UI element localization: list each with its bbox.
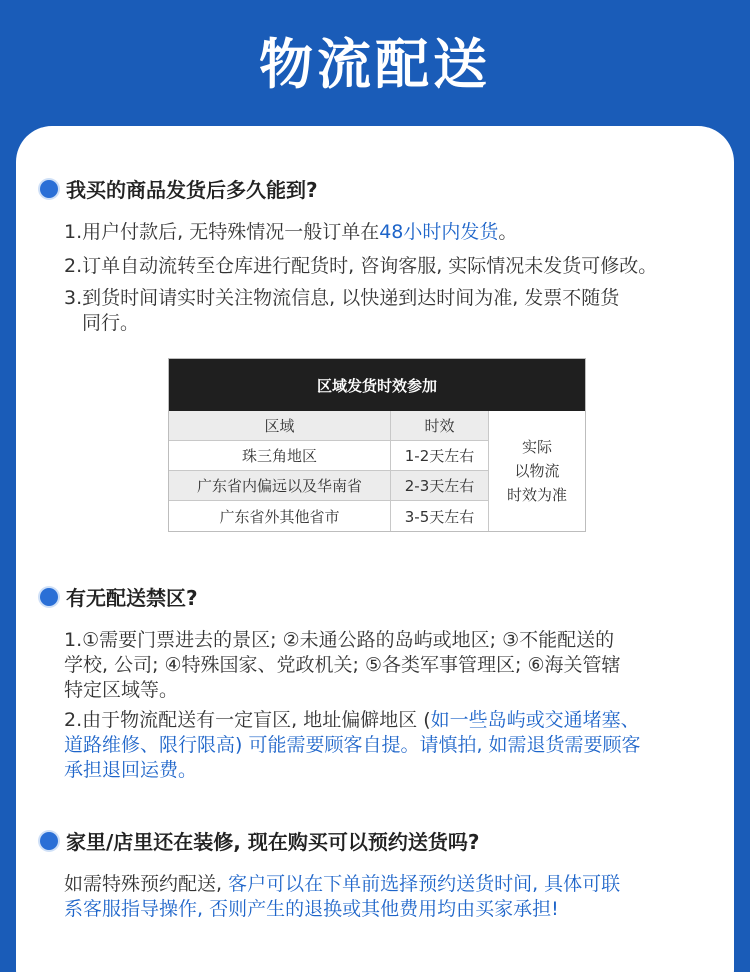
page-title: 物流配送	[259, 33, 491, 96]
note-line: 实际	[521, 438, 552, 456]
answer-item-2	[64, 708, 724, 783]
answer-line: 3.到货时间请实时关注物流信息, 以快递到达时间为准, 发票不随货	[64, 287, 620, 309]
answer-reservation	[64, 872, 724, 922]
table-header-region: 区域	[169, 411, 391, 441]
answer-line: 特定区域等。	[64, 679, 179, 701]
table-cell-region: 广东省外其他省市	[169, 501, 391, 531]
highlight-text: 48小时内发货	[379, 221, 499, 243]
table-cell-time: 3-5天左右	[391, 501, 489, 531]
highlight-line: 系客服指导操作, 否则产生的退换或其他费用均由买家承担!	[64, 898, 559, 920]
answer-line: 同行。	[82, 312, 140, 334]
bullet-dot-icon	[40, 180, 58, 198]
question-text: 我买的商品发货后多久能到?	[66, 178, 318, 202]
note-line: 以物流	[514, 462, 560, 480]
answer-item-3	[64, 286, 724, 336]
table-note	[489, 411, 585, 531]
highlight-text: 客户可以在下单前选择预约送货时间, 具体可联	[228, 873, 621, 895]
question-reservation-delivery	[40, 826, 479, 855]
table-header-time: 时效	[391, 411, 489, 441]
table-cell-time: 1-2天左右	[391, 441, 489, 471]
answer-text: 。	[498, 221, 518, 243]
bullet-dot-icon	[40, 588, 58, 606]
table-body	[169, 411, 585, 531]
highlight-line: 承担退回运费。	[64, 759, 198, 781]
shipping-time-table	[168, 358, 586, 532]
content-card	[16, 126, 734, 972]
answer-line: 1.①需要门票进去的景区; ②未通公路的岛屿或地区; ③不能配送的	[64, 629, 615, 651]
answer-text: 1.用户付款后, 无特殊情况一般订单在	[64, 221, 380, 243]
table-cell-region: 广东省内偏远以及华南省	[169, 471, 391, 501]
answer-text: 2.由于物流配送有一定盲区, 地址偏僻地区 (	[64, 709, 431, 731]
highlight-text: 如一些岛屿或交通堵塞、	[430, 709, 640, 731]
table-cell-time: 2-3天左右	[391, 471, 489, 501]
highlight-line: 道路维修、限行限高) 可能需要顾客自提。请慎拍, 如需退货需要顾客	[64, 734, 641, 756]
bullet-dot-icon	[40, 832, 58, 850]
question-text: 家里/店里还在装修, 现在购买可以预约送货吗?	[66, 830, 480, 854]
table-title: 区域发货时效参加	[169, 359, 585, 411]
answer-item-1	[64, 628, 724, 703]
answer-text: 如需特殊预约配送,	[64, 873, 229, 895]
note-line: 时效为准	[506, 486, 567, 504]
table-cell-region: 珠三角地区	[169, 441, 391, 471]
question-delivery-time	[40, 174, 318, 203]
question-text: 有无配送禁区?	[66, 586, 198, 610]
answer-line: 学校, 公司; ④特殊国家、党政机关; ⑤各类军事管理区; ⑥海关管辖	[64, 654, 621, 676]
answer-item-1	[64, 220, 724, 245]
question-no-delivery-zone	[40, 582, 198, 611]
answer-item-2: 2.订单自动流转至仓库进行配货时, 咨询客服, 实际情况未发货可修改。	[64, 255, 658, 277]
